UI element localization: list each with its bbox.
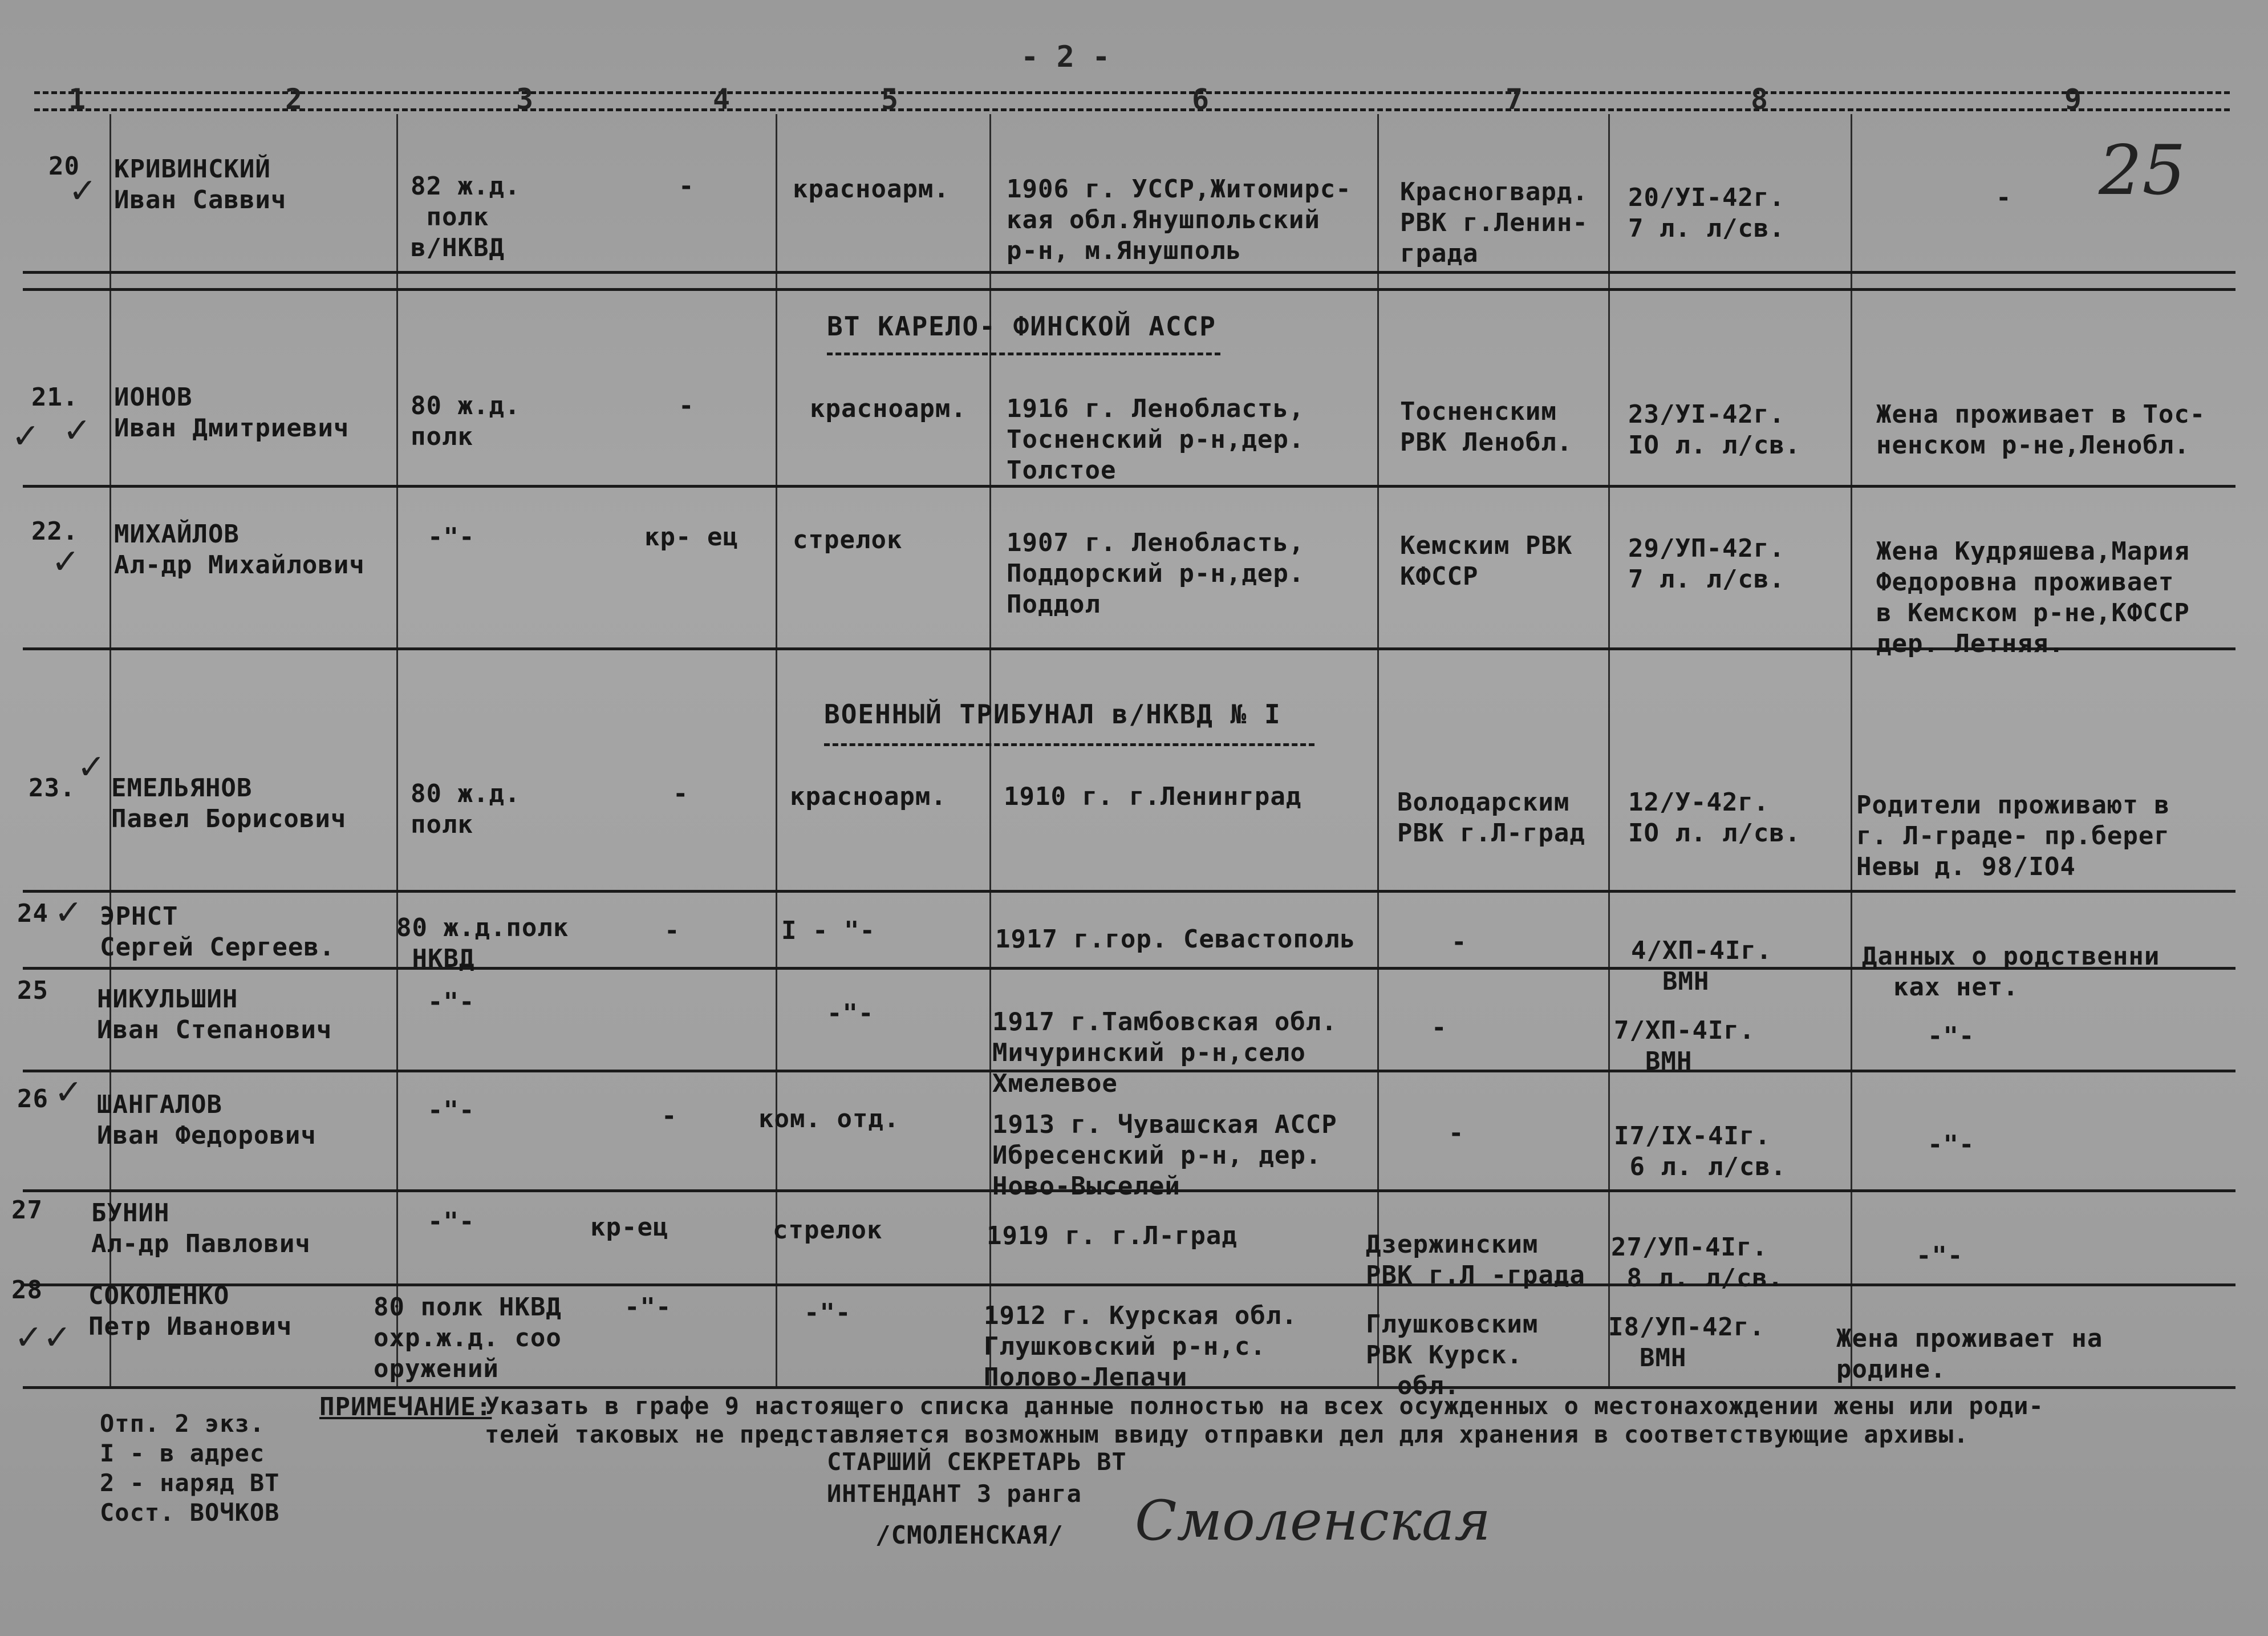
row-number: 25 bbox=[17, 976, 48, 1005]
person-name: МИХАЙЛОВ Ал-др Михайлович bbox=[114, 520, 365, 580]
birth-info: 1906 г. УССР,Житомирс- кая обл.Янушпольский р-н, м.Янушполь bbox=[1007, 175, 1352, 265]
rvk: - bbox=[1451, 928, 1467, 957]
birth-info: 1917 г.Тамбовская обл. Мичуринский р-н,село Хмелевое bbox=[992, 1007, 1337, 1098]
note-label: ПРИМЕЧАНИЕ: bbox=[319, 1392, 492, 1422]
row-divider bbox=[23, 288, 2235, 291]
birth-info: 1919 г. г.Л-град bbox=[987, 1221, 1238, 1250]
person-name: ЕМЕЛЬЯНОВ Павел Борисович bbox=[111, 774, 347, 833]
birth-info: 1917 г.гор. Севастополь bbox=[995, 925, 1356, 954]
col-number-3: 3 bbox=[516, 83, 534, 116]
check-mark-icon: ✓ bbox=[68, 171, 98, 211]
notes: Жена проживает на родине. bbox=[1836, 1324, 2103, 1384]
column-divider bbox=[109, 114, 111, 1386]
sentence: 12/У-42г. IO л. л/св. bbox=[1628, 788, 1801, 848]
rank: - bbox=[673, 779, 689, 808]
header-top-line bbox=[34, 91, 2230, 94]
unit: 82 ж.д. полк в/НКВД bbox=[411, 172, 521, 262]
check-mark-icon: ✓ bbox=[11, 416, 40, 456]
section-title-karelo: ВТ КАРЕЛО- ФИНСКОЙ АССР bbox=[827, 311, 1216, 342]
rank: - bbox=[662, 1102, 677, 1131]
birth-info: 1913 г. Чувашская АССР Ибресенский р-н, дер. Ново-Выселей bbox=[992, 1110, 1337, 1201]
rvk: Красногвард. РВК г.Ленин- града bbox=[1400, 177, 1588, 268]
rvk: Тосненским РВК Ленобл. bbox=[1400, 397, 1573, 457]
header-bottom-line bbox=[34, 108, 2230, 111]
sentence: I8/УП-42г. ВМН bbox=[1608, 1313, 1765, 1372]
row-number: 22. bbox=[31, 517, 79, 546]
position: стрелок bbox=[773, 1216, 883, 1245]
person-name: НИКУЛЬШИН Иван Степанович bbox=[97, 985, 332, 1044]
sentence: 7/XП-4Iг. ВМН bbox=[1614, 1016, 1755, 1076]
copies-info: Отп. 2 экз. I - в адрес 2 - наряд ВТ Сост. ВОЧКОВ bbox=[100, 1410, 280, 1526]
rank: - bbox=[664, 916, 680, 945]
column-divider bbox=[396, 114, 398, 1386]
birth-info: 1907 г. Ленобласть, Поддорский р-н,дер. Поддол bbox=[1007, 528, 1305, 619]
check-mark-icon: ✓ bbox=[63, 411, 92, 451]
position: красноарм. bbox=[790, 782, 947, 811]
column-divider bbox=[1377, 114, 1379, 1386]
row-number: 24 bbox=[17, 899, 48, 928]
notes: Жена Кудряшева,Мария Федоровна проживает в Кемском р-не,КФССР дер. Летняя. bbox=[1876, 537, 2190, 658]
rank: кр-ец bbox=[590, 1213, 669, 1242]
rank: -"- bbox=[624, 1293, 672, 1322]
person-name: БУНИН Ал-др Павлович bbox=[91, 1198, 311, 1258]
check-mark-icon: ✓ bbox=[77, 747, 106, 787]
sentence: 23/УI-42г. IO л. л/св. bbox=[1628, 400, 1801, 460]
rank: кр- ец bbox=[644, 523, 739, 552]
unit: 80 ж.д. полк bbox=[411, 391, 521, 451]
check-mark-icon: ✓ bbox=[51, 542, 80, 582]
notes: -"- bbox=[1928, 1130, 1975, 1159]
position: красноарм. bbox=[810, 394, 967, 423]
sentence: 29/УП-42г. 7 л. л/св. bbox=[1628, 534, 1785, 594]
row-number: 28 bbox=[11, 1275, 43, 1305]
notes: Жена проживает в Тос- ненском р-не,Ленобл. bbox=[1876, 400, 2206, 460]
section-underline bbox=[827, 353, 1220, 355]
row-number: 20 bbox=[48, 152, 80, 181]
unit: 80 ж.д. полк bbox=[411, 779, 521, 839]
rank: - bbox=[679, 172, 695, 201]
check-mark-icon: ✓ bbox=[54, 1072, 83, 1112]
sentence: 27/УП-4Iг. 8 л. л/св. bbox=[1611, 1233, 1784, 1293]
notes: -"- bbox=[1916, 1241, 1963, 1270]
corner-handwritten-mark: 25 bbox=[2099, 131, 2186, 210]
notes: Данных о родственни ках нет. bbox=[1862, 942, 2160, 1002]
row-divider bbox=[23, 1283, 2235, 1286]
row-divider bbox=[23, 271, 2235, 274]
position: красноарм. bbox=[793, 175, 950, 204]
person-name: СОКОЛЕНКО Петр Иванович bbox=[88, 1281, 293, 1341]
row-number: 26 bbox=[17, 1084, 48, 1113]
column-divider bbox=[1608, 114, 1610, 1386]
column-divider bbox=[776, 114, 777, 1386]
rvk: Кемским РВК КФССР bbox=[1400, 531, 1573, 591]
rvk: Дзержинским РВК г.Л -града bbox=[1366, 1230, 1585, 1290]
handwritten-signature: Смоленская bbox=[1135, 1489, 1491, 1553]
col-number-4: 4 bbox=[713, 83, 731, 116]
sentence: 20/УI-42г. 7 л. л/св. bbox=[1628, 183, 1785, 243]
notes: Родители проживают в г. Л-граде- пр.берег Невы д. 98/IO4 bbox=[1856, 791, 2170, 881]
birth-info: 1910 г. г.Ленинград bbox=[1004, 782, 1302, 811]
col-number-1: 1 bbox=[68, 83, 86, 116]
birth-info: 1912 г. Курская обл. Глушковский р-н,с. Полово-Лепачи bbox=[984, 1301, 1297, 1392]
rvk: - bbox=[1449, 1119, 1464, 1148]
birth-info: 1916 г. Ленобласть, Тосненский р-н,дер. Толстое bbox=[1007, 394, 1305, 485]
person-name: ИОНОВ Иван Дмитриевич bbox=[114, 383, 350, 443]
unit: 80 полк НКВД охр.ж.д. соо оружений bbox=[374, 1293, 562, 1383]
unit: 80 ж.д.полк НКВД bbox=[396, 913, 569, 973]
position: стрелок bbox=[793, 525, 903, 554]
position: -"- bbox=[827, 999, 874, 1028]
section-title-tribunal: ВОЕННЫЙ ТРИБУНАЛ в/НКВД № I bbox=[824, 699, 1281, 730]
person-name: КРИВИНСКИЙ Иван Саввич bbox=[114, 155, 287, 214]
rvk: - bbox=[1431, 1013, 1447, 1042]
col-number-7: 7 bbox=[1506, 83, 1523, 116]
person-name: ЭРНСТ Сергей Сергеев. bbox=[100, 902, 335, 962]
unit: -"- bbox=[428, 1207, 475, 1236]
notes: -"- bbox=[1928, 1022, 1975, 1051]
rvk: Глушковским РВК Курск. обл. bbox=[1366, 1310, 1539, 1400]
row-divider bbox=[23, 890, 2235, 893]
position: I - "- bbox=[781, 916, 875, 945]
check-mark-icon: ✓✓ bbox=[14, 1318, 72, 1358]
column-divider bbox=[989, 114, 991, 1386]
column-divider bbox=[1851, 114, 1852, 1386]
page-number: - 2 - bbox=[1021, 40, 1110, 74]
unit: -"- bbox=[428, 523, 475, 552]
row-number: 23. bbox=[29, 774, 76, 803]
rvk: Володарским РВК г.Л-град bbox=[1397, 788, 1585, 848]
rank: - bbox=[679, 391, 695, 420]
col-number-5: 5 bbox=[881, 83, 899, 116]
sentence: I7/IX-4Iг. 6 л. л/св. bbox=[1614, 1121, 1787, 1181]
signer-title: СТАРШИЙ СЕКРЕТАРЬ ВТ ИНТЕНДАНТ 3 ранга bbox=[827, 1448, 1127, 1508]
notes: - bbox=[1996, 183, 2012, 212]
signer-name: /СМОЛЕНСКАЯ/ bbox=[875, 1521, 1064, 1550]
col-number-2: 2 bbox=[285, 83, 303, 116]
check-mark-icon: ✓ bbox=[54, 893, 83, 933]
col-number-8: 8 bbox=[1751, 83, 1768, 116]
col-number-6: 6 bbox=[1192, 83, 1210, 116]
note-text: Указать в графе 9 настоящего списка данные полностью на всех осужденных о местонахождении жены или роди- телей таковых не представляется возможным ввиду отправки дел для хранения в соответствующие архивы. bbox=[485, 1392, 2044, 1448]
position: ком. отд. bbox=[758, 1104, 900, 1133]
unit: -"- bbox=[428, 1096, 475, 1125]
unit: -"- bbox=[428, 987, 475, 1017]
row-number: 27 bbox=[11, 1196, 43, 1225]
position: -"- bbox=[804, 1298, 851, 1327]
section-underline bbox=[824, 743, 1314, 746]
row-number: 21. bbox=[31, 383, 79, 412]
col-number-9: 9 bbox=[2064, 83, 2082, 116]
person-name: ШАНГАЛОВ Иван Федорович bbox=[97, 1090, 317, 1150]
sentence: 4/XП-4Iг. ВМН bbox=[1631, 936, 1772, 996]
